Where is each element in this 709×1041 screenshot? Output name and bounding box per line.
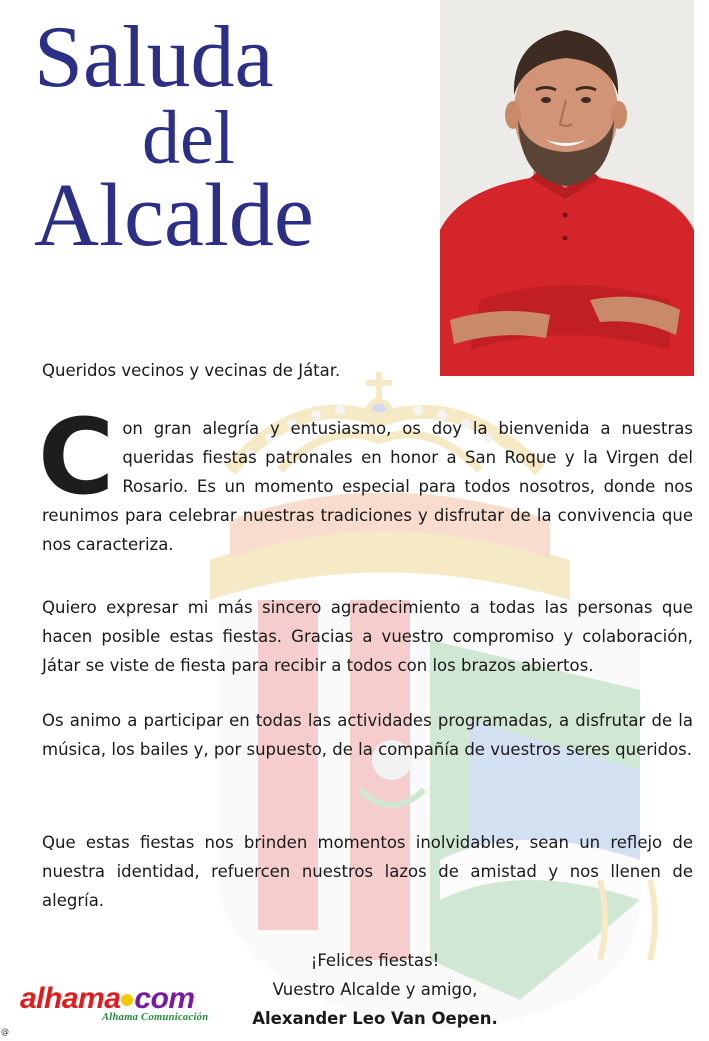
- letter-closing: [244, 946, 506, 1033]
- letter-paragraph-1: [38, 396, 693, 559]
- footer-mark: @: [1, 1027, 9, 1036]
- title-line-del: del: [142, 96, 235, 180]
- logo-dot-icon: [121, 994, 133, 1006]
- mayor-photo: [440, 0, 694, 376]
- letter-paragraph-3: Os animo a participar en todas las actividades programadas, a disfrutar de la música, los bailes y, por supuesto, de la compañía de vuestros seres queridos.: [42, 711, 693, 759]
- title-line-saluda: Saluda: [34, 9, 274, 106]
- alhama-com-logo: [20, 982, 242, 1026]
- logo-tagline: Alhama Comunicación: [102, 1012, 209, 1023]
- closing-wishes: ¡Felices fiestas!: [310, 951, 440, 970]
- letter-paragraph-2: Quiero expresar mi más sincero agradecimiento a todas las personas que hacen posible estas fiestas. Gracias a vuestro compromiso y colaboración, Játar se viste de fiesta para recibir a todos con los brazos abiertos.: [42, 598, 693, 675]
- letter-greeting: Queridos vecinos y vecinas de Játar.: [42, 361, 341, 380]
- logo-alhama-text: alhama: [20, 982, 121, 1015]
- closing-sender: Vuestro Alcalde y amigo,: [272, 980, 478, 999]
- drop-cap: C: [38, 396, 115, 518]
- title-line-alcalde: Alcalde: [34, 166, 314, 265]
- signature-name: Alexander Leo Van Oepen.: [252, 1009, 498, 1028]
- logo-com-text: com: [134, 982, 195, 1015]
- logo-wordmark: [20, 982, 195, 1016]
- letter-paragraph-4: Que estas fiestas nos brinden momentos inolvidables, sean un reflejo de nuestra identidad, refuercen nuestros lazos de amistad y nos llenen de alegría.: [42, 833, 693, 910]
- paragraph-1-text: on gran alegría y entusiasmo, os doy la bienvenida a nuestras queridas fiestas patronales en honor a San Roque y la Virgen del Rosario. Es un momento especial para todos nosotros, donde nos reunimos para celebrar nuestras tradiciones y disfrutar de la convivencia que nos caracteriza.: [42, 419, 693, 554]
